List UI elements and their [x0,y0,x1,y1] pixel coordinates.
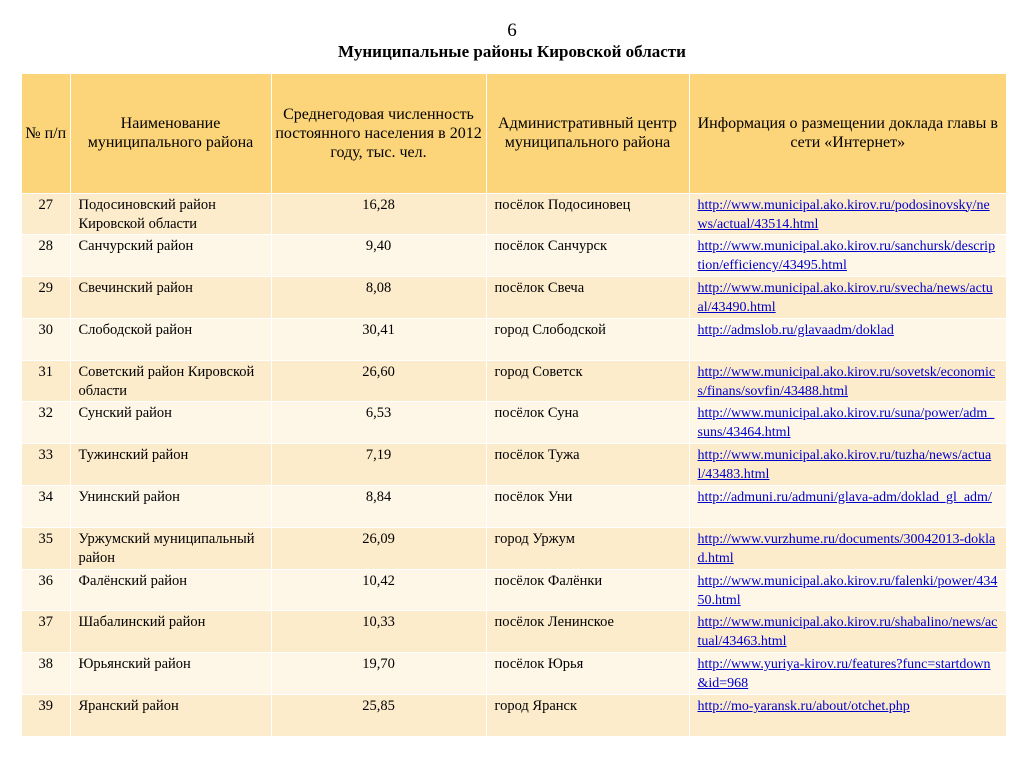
admin-center: посёлок Ленинское [486,611,689,653]
table-row [22,235,1006,277]
admin-center: посёлок Тужа [486,444,689,486]
admin-center: город Яранск [486,695,689,737]
header-center: Административный центр муниципального района [486,74,689,193]
report-link-cell [689,611,1006,653]
report-link[interactable]: http://www.municipal.ako.kirov.ru/falenki/power/43450.html [697,573,998,608]
admin-center: город Советск [486,360,689,402]
report-link-cell [689,277,1006,319]
population-value: 25,85 [271,695,486,737]
table-row [22,444,1006,486]
table-row [22,611,1006,653]
admin-center: посёлок Юрья [486,653,689,695]
population-value: 16,28 [271,193,486,235]
district-name: Слободской район [70,318,271,360]
population-value: 7,19 [271,444,486,486]
district-name: Яранский район [70,695,271,737]
table-row [22,360,1006,402]
district-name: Юрьянский район [70,653,271,695]
district-name: Уржумский муниципальный район [70,527,271,569]
table-row [22,193,1006,235]
report-link-cell [689,527,1006,569]
population-value: 8,84 [271,486,486,528]
district-name: Фалёнский район [70,569,271,611]
table-row [22,277,1006,319]
district-name: Тужинский район [70,444,271,486]
report-link-cell [689,486,1006,528]
table-row [22,653,1006,695]
district-name: Санчурский район [70,235,271,277]
district-name: Свечинский район [70,277,271,319]
report-link-cell [689,235,1006,277]
row-number: 31 [22,360,70,402]
header-name: Наименование муниципального района [70,74,271,193]
report-link[interactable]: http://www.municipal.ako.kirov.ru/suna/power/adm_suns/43464.html [697,406,995,441]
report-link[interactable]: http://www.municipal.ako.kirov.ru/sanchursk/description/efficiency/43495.html [697,239,996,274]
report-link-cell [689,695,1006,737]
table-header-row [22,74,1006,193]
report-link-cell [689,569,1006,611]
admin-center: посёлок Подосиновец [486,193,689,235]
report-link-cell [689,444,1006,486]
report-link-cell [689,402,1006,444]
report-link[interactable]: http://www.municipal.ako.kirov.ru/sovetsk/economics/finans/sovfin/43488.html [697,364,996,399]
districts-table [22,74,1006,736]
admin-center: город Слободской [486,318,689,360]
report-link-cell [689,653,1006,695]
district-name: Советский район Кировской области [70,360,271,402]
header-info: Информация о размещении доклада главы в сети «Интернет» [689,74,1006,193]
row-number: 37 [22,611,70,653]
row-number: 30 [22,318,70,360]
row-number: 32 [22,402,70,444]
report-link[interactable]: http://admuni.ru/admuni/glava-adm/doklad_gl_adm/ [697,490,992,506]
population-value: 19,70 [271,653,486,695]
row-number: 34 [22,486,70,528]
row-number: 33 [22,444,70,486]
district-name: Подосиновский район Кировской области [70,193,271,235]
row-number: 38 [22,653,70,695]
admin-center: город Уржум [486,527,689,569]
table-row [22,486,1006,528]
population-value: 10,33 [271,611,486,653]
page-title: Муниципальные районы Кировской области [338,42,686,61]
population-value: 9,40 [271,235,486,277]
row-number: 35 [22,527,70,569]
report-link[interactable]: http://www.municipal.ako.kirov.ru/svecha/news/actual/43490.html [697,281,993,316]
row-number: 39 [22,695,70,737]
population-value: 10,42 [271,569,486,611]
row-number: 28 [22,235,70,277]
report-link-cell [689,360,1006,402]
population-value: 26,09 [271,527,486,569]
district-name: Унинский район [70,486,271,528]
admin-center: посёлок Суна [486,402,689,444]
report-link[interactable]: http://www.municipal.ako.kirov.ru/podosinovsky/news/actual/43514.html [697,197,990,232]
row-number: 29 [22,277,70,319]
table-row [22,569,1006,611]
page-number: 6 [507,20,517,41]
admin-center: посёлок Фалёнки [486,569,689,611]
table-row [22,527,1006,569]
report-link[interactable]: http://www.yuriya-kirov.ru/features?func=startdown&id=968 [697,657,991,692]
header-population: Среднегодовая численность постоянного населения в 2012 году, тыс. чел. [271,74,486,193]
report-link[interactable]: http://admslob.ru/glavaadm/doklad [697,322,894,338]
population-value: 26,60 [271,360,486,402]
report-link[interactable]: http://www.municipal.ako.kirov.ru/shabalino/news/actual/43463.html [697,615,998,650]
row-number: 36 [22,569,70,611]
table-row [22,695,1006,737]
population-value: 8,08 [271,277,486,319]
report-link-cell [689,193,1006,235]
table-body [22,193,1006,736]
report-link[interactable]: http://www.municipal.ako.kirov.ru/tuzha/news/actual/43483.html [697,448,992,483]
district-name: Сунский район [70,402,271,444]
admin-center: посёлок Санчурск [486,235,689,277]
table-row [22,402,1006,444]
header-num: № п/п [22,74,70,193]
table-row [22,318,1006,360]
report-link-cell [689,318,1006,360]
report-link[interactable]: http://mo-yaransk.ru/about/otchet.php [697,699,910,715]
admin-center: посёлок Свеча [486,277,689,319]
row-number: 27 [22,193,70,235]
population-value: 30,41 [271,318,486,360]
admin-center: посёлок Уни [486,486,689,528]
district-name: Шабалинский район [70,611,271,653]
population-value: 6,53 [271,402,486,444]
report-link[interactable]: http://www.vurzhume.ru/documents/30042013-doklad.html [697,531,996,566]
